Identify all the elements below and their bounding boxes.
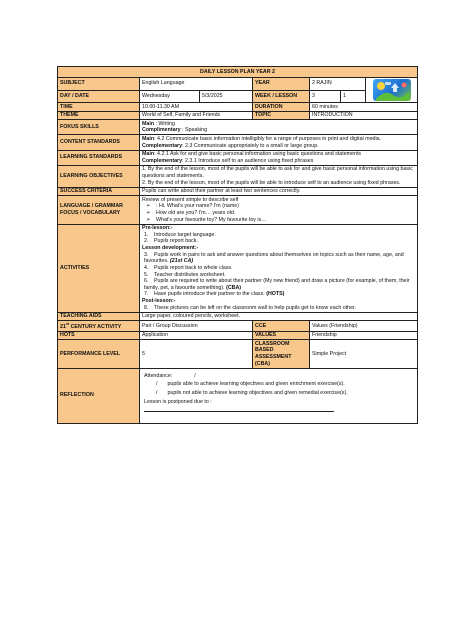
reflection-row [58,368,418,423]
language-label: LANGUAGE / GRAMMAR FOCUS / VOCABULARY [58,196,140,224]
theme-label: THEME [58,111,140,120]
teaching-aids-row [58,312,418,321]
reflection-label: REFLECTION [58,368,140,423]
language-value [140,196,418,224]
activity-step: 4. Pupils report back to whole class. [144,264,233,271]
hots-value: Application [140,331,253,340]
century-row [58,321,418,331]
values-value: Friendship [310,331,418,340]
year-value: 2 RAJIN [310,78,366,91]
objective-1: 1. By the end of the lesson, most of the pupils will be able to ask for and give basic personal information using basic questions and statements. [142,166,413,179]
plan-title: DAILY LESSON PLAN YEAR 2 [58,67,418,78]
reflection-line-not-achieved: / pupils not able to achieve learning objectives and given remedial exercise(s). [156,389,348,396]
learning-standards-value [140,150,418,165]
success-criteria-row [58,187,418,196]
fokus-row [58,120,418,135]
topic-label: TOPIC [253,111,310,120]
date-value: 5/3/2025 [200,90,253,103]
ls-main-value: : 4.2.1 Ask for and give basic personal information using basic questions and statements [154,151,362,158]
values-label: VALUES [253,331,310,340]
activities-row [58,224,418,312]
performance-row [58,340,418,368]
language-item: ➢ How old are you? I'm… years old. [146,210,236,217]
activities-label: ACTIVITIES [58,224,140,312]
arrow-bullet-icon: ➢ [146,203,151,210]
duration-label: DURATION [253,103,310,112]
lesson-value: 1 [341,90,366,103]
ls-main-label: Main [142,151,155,158]
century-label: 21st CENTURY ACTIVITY [58,321,140,331]
cs-comp-value: : 2.3 Communicate appropriately to a small or large group. [182,142,319,149]
language-row [58,196,418,224]
cce-value: Values (Friendship) [310,321,418,331]
arrow-bullet-icon: ➢ [146,210,151,217]
time-row [58,103,418,112]
success-criteria-label: SUCCESS CRITERIA [58,187,140,196]
language-intro: Review of present simple to describe self [142,196,239,203]
post-lesson-label: Post-lesson:- [142,297,176,304]
subject-row [58,78,418,91]
arrow-bullet-icon: ➢ [146,216,151,223]
learning-standards-label: LEARNING STANDARDS [58,150,140,165]
performance-value: 5 [140,340,253,368]
day-value: Wednesday [140,90,200,103]
fokus-value [140,120,418,135]
reflection-line-achieved: / pupils able to achieve learning objectives and given enrichment exercise(s). [156,381,345,388]
activity-step: 5. Teacher distributes worksheet. [144,271,226,278]
fokus-comp-value: : Speaking [182,127,208,134]
ls-comp-value: : 2.3.1 Introduce self to an audience using fixed phrases [182,157,314,164]
fokus-main-label: Main [142,120,155,127]
lesson-plan-table [57,66,418,424]
objective-2: 2. By the end of the lesson, most of the pupils will be able to introduce self to an audience using fixed phrases. [142,179,401,186]
time-label: TIME [58,103,140,112]
super-minds-logo [373,79,411,101]
lesson-development-label: Lesson development:- [142,245,199,252]
learning-objectives-label: LEARNING OBJECTIVES [58,165,140,187]
theme-value: World of Self, Family and Friends [140,111,253,120]
activity-tag: (CBA) [226,284,242,291]
ls-comp-label: Complementary [142,157,183,164]
activity-tag: (HOTS) [266,291,285,298]
content-standards-label: CONTENT STANDARDS [58,135,140,150]
week-value: 3 [310,90,341,103]
postponed-line: Lesson is postponed due to : [144,398,212,405]
cs-main-value: : 4.2 Communicate basic information intelligibly for a range of purposes in print and digital media. [154,135,382,142]
learning-standards-row [58,150,418,165]
day-date-label: DAY / DATE [58,90,140,103]
fokus-label: FOKUS SKILLS [58,120,140,135]
year-label: YEAR [253,78,310,91]
cce-label: CCE [253,321,310,331]
activity-step: 8. These pictures can be left on the classroom wall to help pupils get to know each other. [144,304,356,311]
pre-lesson-label: Pre-lesson:- [142,225,173,232]
day-date-row [58,90,418,103]
title-row [58,67,418,78]
activity-step: 7. Have pupils introduce their partner to the class. (HOTS) [144,291,285,298]
success-criteria-value: Pupils can write about their partner at least two sentences correctly. [140,187,418,196]
teaching-aids-label: TEACHING AIDS [58,312,140,321]
subject-value: English Language [140,78,253,91]
teaching-aids-value: Large paper, coloured pencils, worksheet. [140,312,418,321]
language-item: ➢ : Hi. What's your name? I'm (name) [146,203,239,210]
week-lesson-label: WEEK / LESSON [253,90,310,103]
activity-tag: (21st CA) [169,258,194,265]
activity-step: 3. Pupils work in pairs to ask and answer questions about themselves on topics such as their name, age, and favourites. (21st CA) [144,251,404,265]
century-value: Pair / Group Discussion [140,321,253,331]
reflection-value [140,368,418,423]
fokus-comp-label: Complimentary [142,127,181,134]
performance-label: PERFORMANCE LEVEL [58,340,140,368]
topic-value: INTRODUCTION [310,111,418,120]
learning-objectives-row [58,165,418,187]
language-item: ➢ What's your favourite toy? My favourite toy is… [146,216,267,223]
attendance-line: Attendance: / [144,372,196,379]
cs-comp-label: Complementary [142,142,183,149]
fokus-main-value: : Writing [155,120,175,127]
cba-value: Simple Project [310,340,418,368]
time-value: 10.00-11.30 AM [140,103,253,112]
theme-row [58,111,418,120]
activity-step: 6. Pupils are required to write about their partner (My new friend) and draw a picture (for example, of them, their family, pet, a favourite something). (CBA) [144,278,410,291]
cba-label: CLASSROOM BASED ASSESSMENT (CBA) [253,340,310,368]
hots-row [58,331,418,340]
learning-objectives-value [140,165,418,187]
hots-label: HOTS [58,331,140,340]
activity-step: 1. Introduce target language. [144,231,216,238]
subject-label: SUBJECT [58,78,140,91]
content-standards-row [58,135,418,150]
activities-value [140,224,418,312]
cs-main-label: Main [142,135,155,142]
activity-step: 2. Pupils report back. [144,238,198,245]
postponed-underline [144,407,413,415]
duration-value: 60 minutes [310,103,418,112]
content-standards-value [140,135,418,150]
logo-cell [366,78,418,103]
